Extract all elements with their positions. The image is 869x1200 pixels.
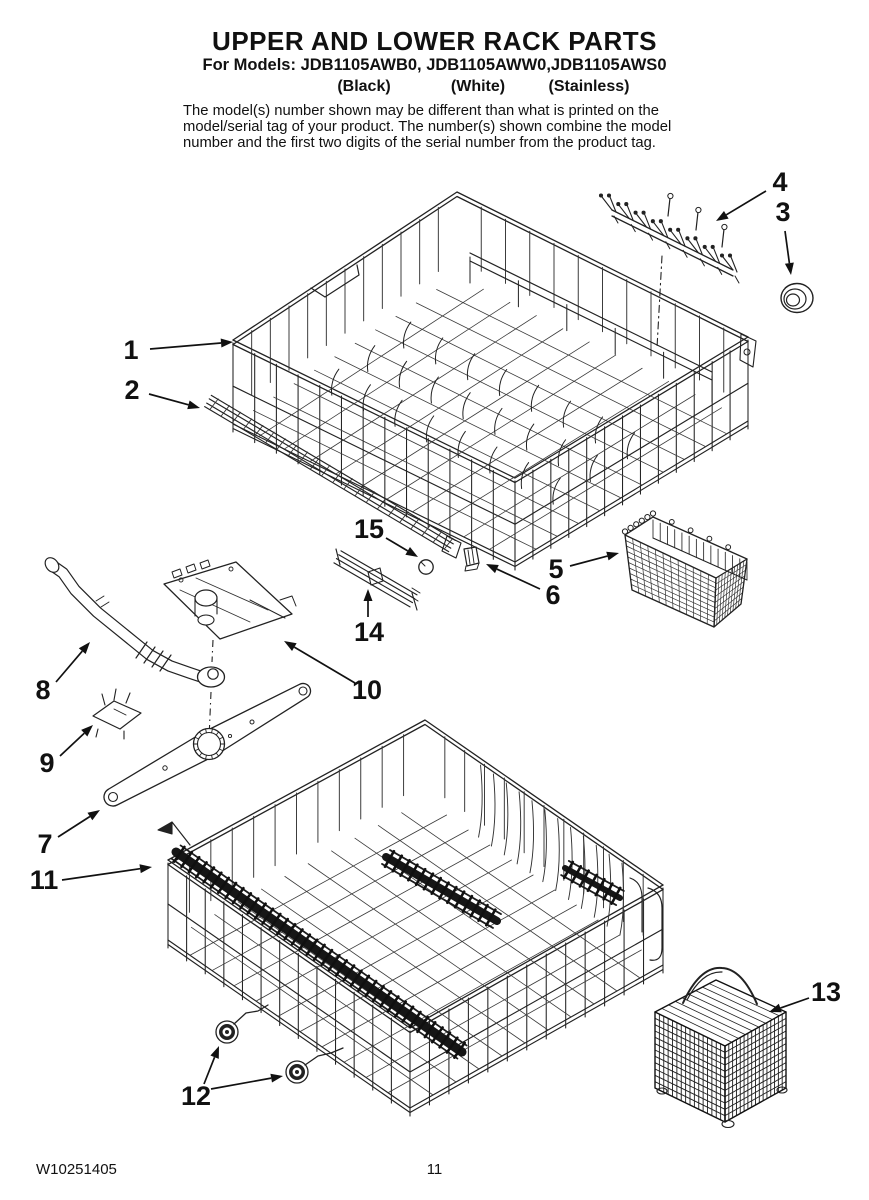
arrowhead [187,400,200,409]
callouts [30,167,841,1111]
arrowhead [785,263,794,275]
callout-7 [37,810,100,859]
arrowhead [606,552,619,561]
arrowhead [139,864,152,873]
models-line: For Models: JDB1105AWB0, JDB1105AWW0,JDB1105AWS0 [202,56,667,74]
arrowhead [716,211,729,221]
small-items-basket [622,511,747,627]
callout-label: 12 [180,1081,212,1112]
callout-12 [181,1046,283,1111]
callout-label: 14 [353,617,385,648]
callout-label: 9 [39,748,55,779]
arrowhead [405,547,418,557]
callout-label: 15 [353,514,385,545]
callout-label: 2 [124,375,140,406]
mounting-clip [464,547,479,571]
finish-black: (Black) [337,78,391,95]
silverware-basket [655,968,787,1128]
arrowhead [284,641,297,651]
callout-11 [30,864,152,895]
finish-stainless: (Stainless) [548,78,630,95]
disclaimer-line: model/serial tag of your product. The number(s) shown combine the model [183,119,672,136]
disclaimer-line: The model(s) number shown may be different than what is printed on the [183,103,659,119]
arrowhead [364,589,373,601]
callout-13 [769,977,841,1012]
lower-rack-assembly [158,720,663,1116]
arrowhead [221,339,233,348]
callout-14 [354,589,384,647]
arrowhead [486,564,499,573]
callout-15 [354,514,418,557]
arrowhead [87,810,100,820]
callout-label: 5 [548,554,564,585]
callout-2 [124,375,200,409]
callout-label: 3 [775,197,791,228]
callout-label: 10 [351,675,383,706]
callout-label: 13 [810,977,842,1008]
roller-wheel [781,284,813,313]
finish-white: (White) [450,78,506,95]
arrowhead [210,1046,219,1059]
tine-row [599,193,739,348]
page-number: 11 [426,1161,443,1178]
spray-arm [104,683,311,806]
supply-clip [93,689,141,739]
callout-label: 11 [29,865,59,896]
callout-label: 6 [545,580,561,611]
disclaimer-line: number and the first two digits of the serial number from the product tag. [183,135,656,152]
arrowhead [270,1074,283,1083]
page-title: UPPER AND LOWER RACK PARTS [212,26,657,56]
document-number: W10251405 [36,1161,117,1178]
stop-button [419,560,433,574]
callout-label: 8 [35,675,51,706]
callout-label: 1 [123,335,139,366]
callout-1 [123,335,233,365]
callout-9 [39,725,93,778]
callout-label: 4 [772,167,788,198]
callout-3 [775,197,793,275]
adjuster-track [334,549,420,610]
callout-label: 7 [37,829,53,860]
callout-8 [35,642,90,705]
